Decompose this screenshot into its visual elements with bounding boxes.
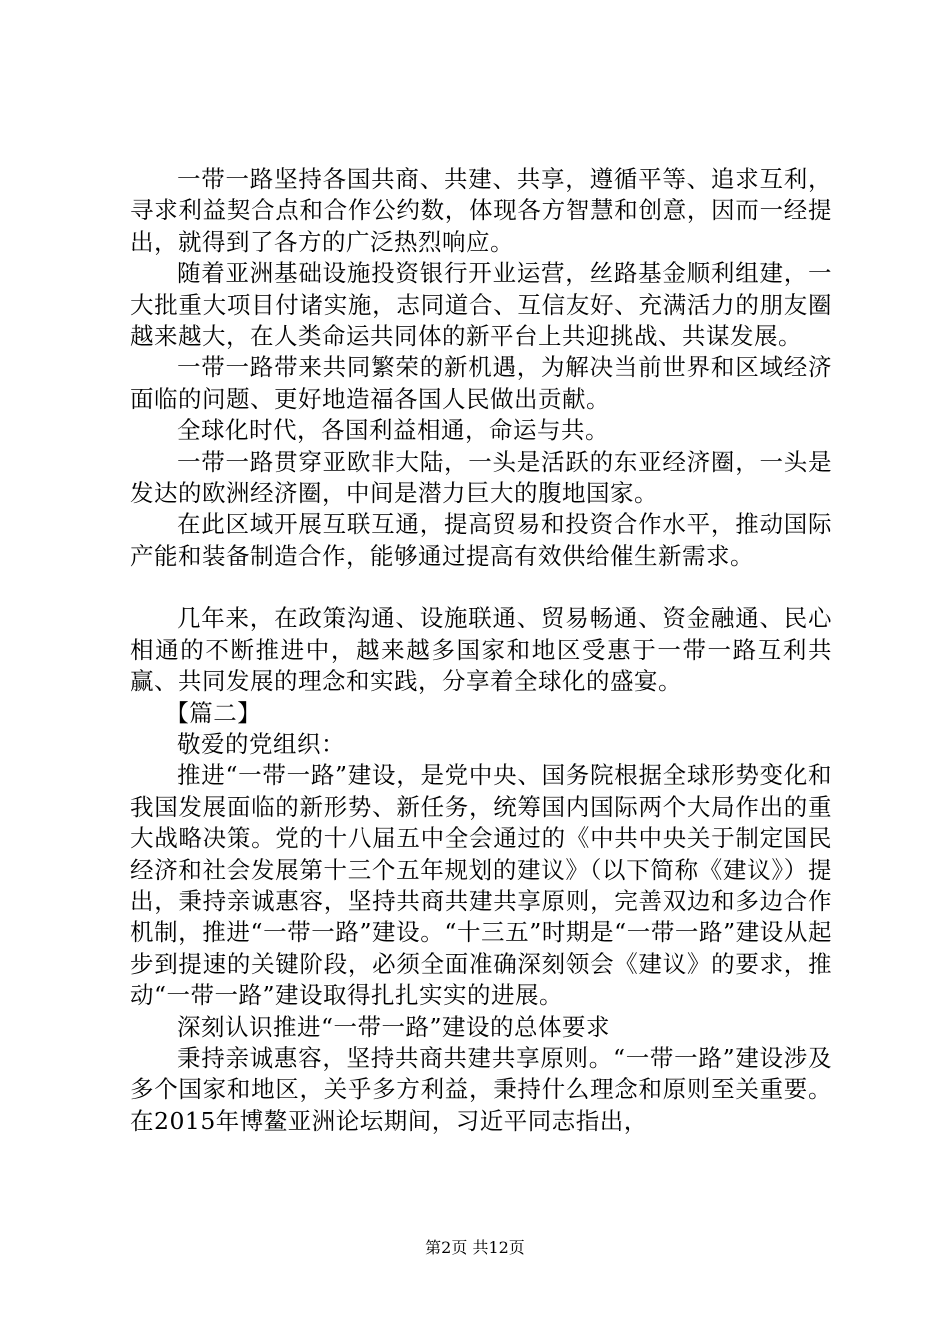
paragraph-connectivity: 在此区域开展互联互通，提高贸易和投资合作水平，推动国际产能和装备制造合作，能够通过提高有效供给催生新需求。 [130, 510, 832, 570]
paragraph-opportunity: 一带一路带来共同繁荣的新机遇，为解决当前世界和区域经济面临的问题、更好地造福各国人民做出贡献。 [130, 353, 832, 413]
paragraph-globalization: 全球化时代，各国利益相通，命运与共。 [177, 416, 609, 445]
paragraph-strategy: 推进“一带一路”建设，是党中央、国务院根据全球形势变化和我国发展面临的新形势、新任务，统筹国内国际两个大局作出的重大战略决策。党的十八届五中全会通过的《中共中央关于制定国民经济和社会发展第十三个五年规划的建议》（以下简称《建议》）提出，秉持亲诚惠容，坚持共商共建共享原则，完善双边和多边合作机制，推进“一带一路”建设。“十三五”时期是“一带一路”建设从起步到提速的关键阶段，必须全面准确深刻领会《建议》的要求，推动“一带一路”建设取得扎扎实实的进展。 [130, 761, 832, 1010]
document-body [130, 164, 832, 1137]
paragraph-principles: 秉持亲诚惠容，坚持共商共建共享原则。“一带一路”建设涉及多个国家和地区，关乎多方利益，秉持什么理念和原则至关重要。在2015年博鳌亚洲论坛期间，习近平同志指出， [130, 1043, 832, 1135]
paragraph-consultation: 一带一路坚持各国共商、共建、共享，遵循平等、追求互利，寻求利益契合点和合作公约数，体现各方智慧和创意，因而一经提出，就得到了各方的广泛热烈响应。 [130, 165, 832, 256]
section-heading: 【篇二】 [165, 698, 262, 727]
salutation: 敬爱的党组织： [177, 729, 345, 758]
page-number-footer: 第2页 共12页 [425, 1238, 525, 1257]
paragraph-recent-years: 几年来，在政策沟通、设施联通、贸易畅通、资金融通、民心相通的不断推进中，越来越多国家和地区受惠于一带一路互利共赢、共同发展的理念和实践，分享着全球化的盛宴。 [130, 604, 832, 696]
paragraph-aiib: 随着亚洲基础设施投资银行开业运营，丝路基金顺利组建，一大批重大项目付诸实施，志同道合、互信友好、充满活力的朋友圈越来越大，在人类命运共同体的新平台上共迎挑战、共谋发展。 [130, 259, 832, 351]
paragraph-eurasia: 一带一路贯穿亚欧非大陆，一头是活跃的东亚经济圈，一头是发达的欧洲经济圈，中间是潜力巨大的腹地国家。 [130, 447, 832, 508]
subheading-requirements: 深刻认识推进“一带一路”建设的总体要求 [177, 1012, 611, 1041]
